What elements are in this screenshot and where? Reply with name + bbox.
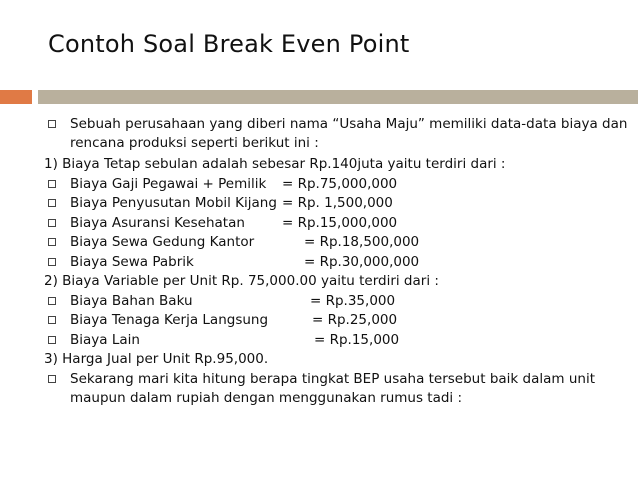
outro-text: Sekarang mari kita hitung berapa tingkat BEP usaha tersebut baik dalam unit maupun dalam rupiah dengan menggunakan rumus tadi : [70,370,595,406]
fixed-cost-value: = Rp.18,500,000 [304,234,420,250]
slide-body [44,115,628,410]
variable-cost-item [48,311,628,331]
title-divider [0,90,638,104]
page-title: Contoh Soal Break Even Point [48,30,410,58]
fixed-cost-label: Biaya Sewa Gedung Kantor [70,234,255,250]
variable-cost-value: = Rp.35,000 [310,292,396,309]
outro-paragraph [48,370,628,408]
square-bullet-icon [48,199,56,207]
fixed-cost-label: Biaya Sewa Pabrik [70,253,194,270]
variable-cost-value: = Rp.25,000 [312,312,398,328]
square-bullet-icon [48,316,56,324]
variable-cost-item [48,292,628,312]
fixed-cost-value: = Rp.75,000,000 [282,175,398,192]
fixed-cost-value: = Rp.30,000,000 [304,253,420,270]
square-bullet-icon [48,238,56,246]
fixed-cost-item [48,175,628,195]
square-bullet-icon [48,375,56,383]
variable-cost-label: Biaya Tenaga Kerja Langsung [70,312,269,328]
fixed-cost-item [48,253,628,273]
fixed-cost-item [48,194,628,214]
fixed-cost-label: Biaya Penyusutan Mobil Kijang [70,195,277,211]
section-variable-costs-heading [44,272,628,292]
square-bullet-icon [48,120,56,128]
fixed-cost-item [48,214,628,234]
variable-cost-value: = Rp.15,000 [314,331,400,348]
square-bullet-icon [48,258,56,266]
variable-cost-item [48,331,628,351]
square-bullet-icon [48,219,56,227]
square-bullet-icon [48,336,56,344]
section1-text: 1) Biaya Tetap sebulan adalah sebesar Rp.140juta yaitu terdiri dari : [44,156,506,172]
intro-text: Sebuah perusahaan yang diberi nama “Usaha Maju” memiliki data-data biaya dan rencana produksi seperti berikut ini : [70,116,628,151]
intro-paragraph [48,115,628,153]
square-bullet-icon [48,297,56,305]
section-selling-price [44,350,628,370]
square-bullet-icon [48,180,56,188]
fixed-cost-value: = Rp.15,000,000 [282,214,398,231]
fixed-cost-label: Biaya Gaji Pegawai + Pemilik [70,175,267,192]
section-fixed-costs-heading [44,155,628,175]
divider-accent-gray [38,90,638,104]
variable-cost-label: Biaya Bahan Baku [70,292,193,309]
fixed-cost-item [48,233,628,253]
variable-cost-label: Biaya Lain [70,331,140,348]
section2-text: 2) Biaya Variable per Unit Rp. 75,000.00 yaitu terdiri dari : [44,273,439,289]
fixed-cost-value: = Rp. 1,500,000 [282,195,393,211]
divider-accent-orange [0,90,32,104]
section3-text: 3) Harga Jual per Unit Rp.95,000. [44,351,269,367]
fixed-cost-label: Biaya Asuransi Kesehatan [70,214,245,231]
